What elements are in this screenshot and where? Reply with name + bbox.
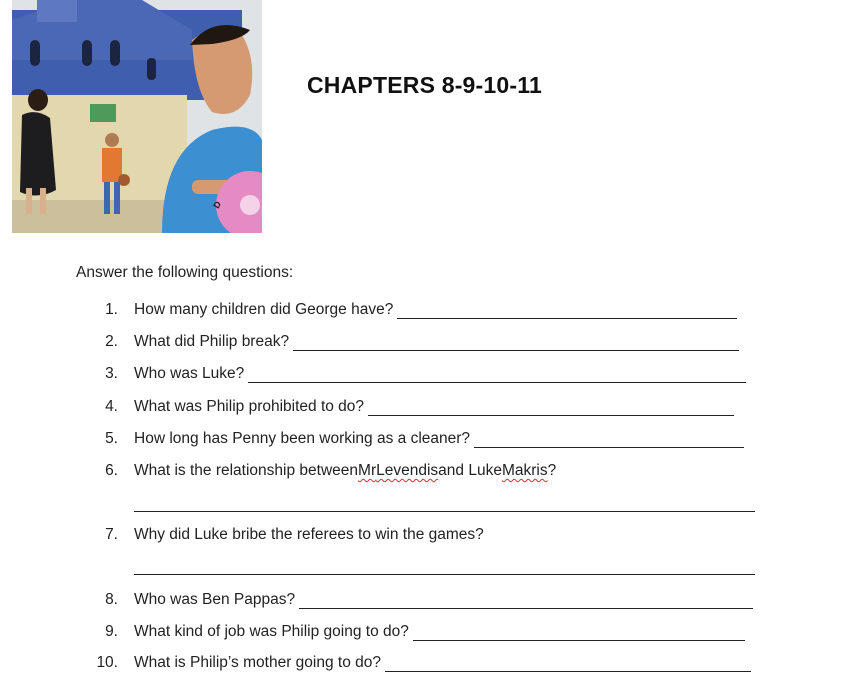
answer-blank-9[interactable]	[413, 624, 745, 641]
answer-blank-3[interactable]	[248, 366, 746, 383]
question-3	[0, 365, 851, 389]
instructions: Answer the following questions:	[76, 264, 294, 281]
spell-flag-word: Levendis	[376, 462, 439, 479]
question-text: Why did Luke bribe the referees to win the games?	[134, 526, 484, 543]
answer-blank-8[interactable]	[299, 592, 753, 609]
question-text: How many children did George have?	[134, 301, 394, 318]
question-text: How long has Penny been working as a cleaner?	[134, 430, 471, 447]
question-number: 6.	[105, 462, 118, 479]
question-text-part: ?	[547, 462, 557, 479]
question-number: 4.	[105, 398, 118, 415]
question-text: What kind of job was Philip going to do?	[134, 623, 409, 640]
question-5	[0, 430, 851, 454]
question-text: What was Philip prohibited to do?	[134, 398, 365, 415]
disc-label: D	[211, 199, 224, 211]
answer-blank-2[interactable]	[293, 334, 739, 351]
question-8	[0, 591, 851, 615]
question-number: 8.	[105, 591, 118, 608]
spell-flag-word: Makris	[501, 462, 548, 479]
question-text-part: What is the relationship between	[134, 462, 359, 479]
question-number: 5.	[105, 430, 118, 447]
question-number: 3.	[105, 365, 118, 382]
page-title: CHAPTERS 8-9-10-11	[307, 72, 542, 98]
question-text-part: and Luke	[438, 462, 502, 479]
question-2	[0, 333, 851, 357]
answer-blank-10[interactable]	[385, 655, 751, 672]
answer-blank-5[interactable]	[474, 431, 744, 448]
question-1	[0, 301, 851, 325]
question-text: Who was Luke?	[134, 365, 245, 382]
question-number: 2.	[105, 333, 118, 350]
answer-blank-1[interactable]	[397, 302, 737, 319]
question-4	[0, 398, 851, 422]
answer-blank-6[interactable]	[134, 511, 755, 512]
question-number: 9.	[105, 623, 118, 640]
question-number: 7.	[105, 526, 118, 543]
spell-flag-word: Mr	[358, 462, 377, 479]
question-7	[0, 526, 851, 550]
question-number: 1.	[105, 301, 118, 318]
question-10	[0, 654, 851, 678]
answer-blank-4[interactable]	[368, 399, 734, 416]
book-cover-image	[12, 0, 262, 233]
question-6	[0, 462, 851, 486]
question-9	[0, 623, 851, 647]
question-number: 10.	[96, 654, 118, 671]
question-text: Who was Ben Pappas?	[134, 591, 296, 608]
question-text: What is Philip’s mother going to do?	[134, 654, 381, 671]
answer-blank-7[interactable]	[134, 574, 755, 575]
question-text: What did Philip break?	[134, 333, 290, 350]
